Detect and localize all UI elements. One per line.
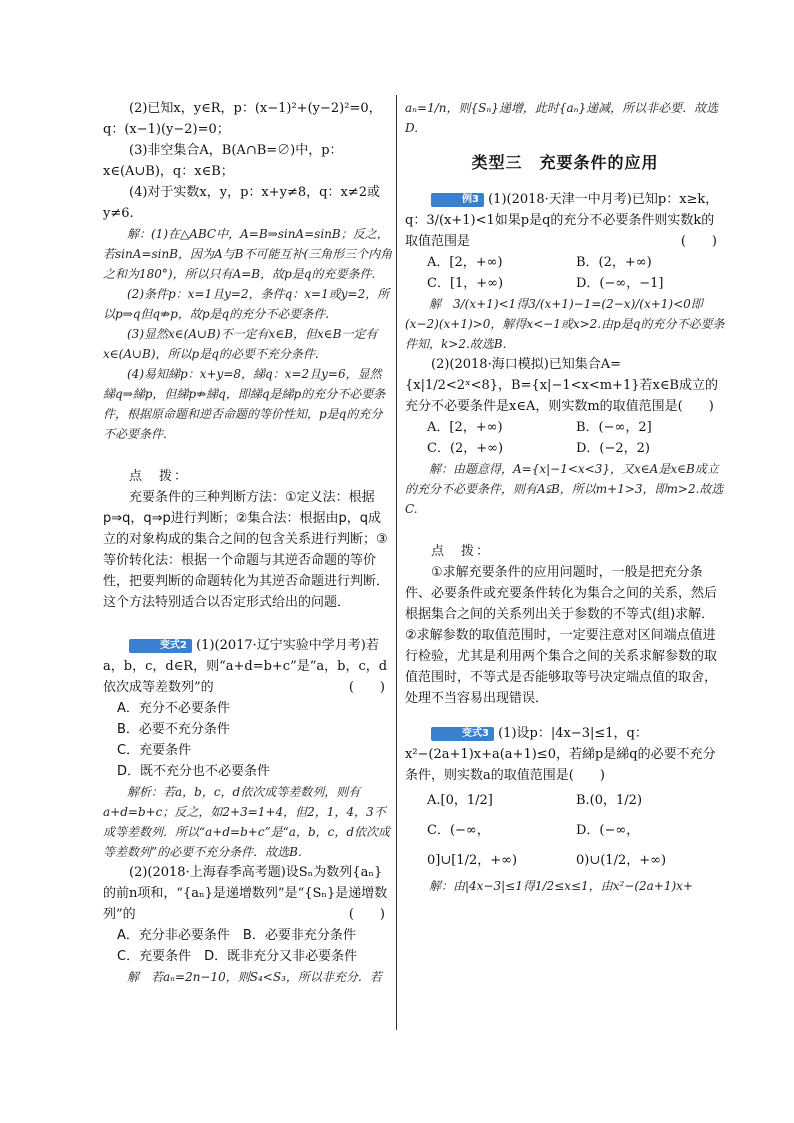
left-column — [103, 98, 393, 987]
option-c[interactable]: C．充要条件 — [117, 949, 192, 964]
option-c[interactable]: C．充要条件 — [117, 743, 192, 758]
option-b[interactable]: B．必要不充分条件 — [117, 722, 230, 737]
option-a[interactable]: A．[2，+∞) — [427, 420, 503, 435]
option-a[interactable]: A．[2，+∞) — [427, 255, 503, 270]
option-b[interactable]: B．(−∞，2] — [576, 420, 652, 435]
question-4: (4)对于实数x，y，p：x+y≠8，q：x≠2或y≠6. — [103, 185, 380, 221]
section-heading: 类型三 充要条件的应用 — [471, 153, 659, 172]
option-c[interactable]: C．(2，+∞) — [427, 441, 504, 456]
option-a[interactable]: A.[0，1/2] — [427, 793, 493, 808]
option-d[interactable]: D．(−∞，−1] — [576, 276, 664, 291]
variant-3-tag: 变式3 — [431, 727, 494, 741]
variant-2-solution-1: 解析：若a，b，c，d依次成等差数列，则有a+d=b+c；反之，如2+3=1+4，但2，1，4，3不成等差数列．所以“a+d=b+c”是“a，b，c，d依次成等差数列”的必要不充分条件．故选B. — [103, 785, 391, 859]
option-c[interactable]: C．[1，+∞) — [427, 276, 504, 291]
tip-heading: 点 拨： — [431, 544, 492, 559]
solution-1: 解：(1)在△ABC中，A=B⇒sinA=sinB；反之，若sinA=sinB，因为A与B不可能互补(三角形三个内角之和为180°)，所以只有A=B，故p是q的充要条件. — [103, 227, 393, 281]
column-divider — [396, 95, 397, 1030]
option-d[interactable]: D．(−∞，0)∪(1/2，+∞) — [576, 823, 667, 868]
option-list — [405, 786, 725, 876]
example-3-solution-2: 解：由题意得，A={x|−1<x<3}，又x∈A是x∈B成立的充分不必要条件，则有A⫋B，所以m+1>3，即m>2.故选C. — [405, 462, 724, 516]
option-b[interactable]: B.(0，1/2) — [576, 793, 643, 808]
answer-paren: ( ) — [680, 234, 717, 249]
question-3: (3)非空集合A，B(A∩B=∅)中，p：x∈(A∪B)，q：x∈B； — [103, 143, 343, 179]
solution-continued: aₙ=1/n，则{Sₙ}递增，此时{aₙ}递减，所以非必要．故选D. — [405, 101, 719, 135]
option-c[interactable]: C．(−∞，0]∪[1/2，+∞) — [427, 823, 518, 868]
option-a[interactable]: A．充分非必要条件 — [117, 928, 230, 943]
example-3-question-1: (1)(2018·天津一中月考)已知p：x≥k，q：3/(x+1)<1如果p是q的充分不必要条件则实数k的取值范围是 — [405, 192, 719, 249]
example-3-solution-1: 解 3/(x+1)<1得3/(x+1)−1=(2−x)/(x+1)<0即(x−2)(x+1)>0，解得x<−1或x>2.由p是q的充分不必要条件知，k>2.故选B. — [405, 297, 725, 351]
tip-text: ①求解充要条件的应用问题时，一般是把充分条件、必要条件或充要条件转化为集合之间的关系，然后根据集合之间的关系列出关于参数的不等式(组)求解．②求解参数的取值范围时，一定要注意对区间端点值进行检验，尤其是利用两个集合之间的关系求解参数的取值范围时，不等式是否能够取等号决定端点值的取舍，处理不当容易出现错误． — [405, 565, 718, 706]
option-d[interactable]: D．既不充分也不必要条件 — [117, 764, 271, 779]
option-a[interactable]: A．充分不必要条件 — [117, 701, 230, 716]
option-d[interactable]: D．既非充分又非必要条件 — [204, 949, 358, 964]
variant-3-solution: 解：由|4x−3|≤1得1/2≤x≤1，由x²−(2a+1)x+ — [429, 879, 693, 893]
solution-4: (4)易知綈p：x+y=8，綈q：x=2且y=6，显然綈q⇒綈p，但綈p⇏綈q，即綈q是綈p的充分不必要条件，根据原命题和逆否命题的等价性知，p是q的充分不必要条件. — [103, 367, 386, 441]
variant-2-question-2: (2)(2018·上海春季高考题)设Sₙ为数列{aₙ}的前n项和，“{aₙ}是递增数列”是“{Sₙ}是递增数列”的 ( ) — [103, 862, 393, 925]
example-3-question-2: (2)(2018·海口模拟)已知集合A={x|1/2<2ˣ<8}，B={x|−1<x<m+1}若x∈B成立的充分不必要条件是x∈A，则实数m的取值范围是( ) — [405, 357, 718, 414]
variant-2-question-1: (1)(2017·辽宁实验中学月考)若a，b，c，d∈R，则“a+d=b+c”是“a，b，c，d依次成等差数列”的 — [103, 638, 388, 695]
solution-2: (2)条件p：x=1且y=2，条件q：x=1或y=2，所以p⇒q但q⇏p，故p是q的充分不必要条件. — [103, 287, 390, 321]
example-3-tag: 例3 — [431, 193, 484, 207]
solution-3: (3)显然x∈(A∪B)不一定有x∈B，但x∈B一定有x∈(A∪B)，所以p是q的必要不充分条件. — [103, 327, 378, 361]
option-b[interactable]: B．必要非充分条件 — [242, 928, 356, 943]
option-list — [103, 925, 393, 967]
tip-heading: 点 拨： — [129, 469, 190, 484]
option-list — [103, 698, 393, 782]
variant-2-solution-2: 解 若aₙ=2n−10，则S₄<S₃，所以非充分．若 — [127, 970, 382, 984]
variant-2-tag: 变式2 — [129, 639, 192, 653]
answer-paren: ( ) — [348, 907, 385, 922]
tip-text: 充要条件的三种判断方法：①定义法：根据p⇒q，q⇒p进行判断；②集合法：根据由p，q成立的对象构成的集合之间的包含关系进行判断；③等价转化法：根据一个命题与其逆否命题的等价性，把要判断的命题转化为其逆否命题进行判断．这个方法特别适合以否定形式给出的问题． — [103, 490, 390, 610]
variant-3-question-1: (1)设p：|4x−3|≤1，q：x²−(2a+1)x+a(a+1)≤0，若綈p是綈q的必要不充分条件，则实数a的取值范围是( ) — [405, 726, 716, 783]
answer-paren: ( ) — [348, 680, 385, 695]
option-list — [405, 417, 725, 459]
question-2: (2)已知x，y∈R，p：(x−1)²+(y−2)²=0，q：(x−1)(y−2)=0； — [103, 101, 382, 137]
right-column — [405, 98, 725, 896]
option-d[interactable]: D．(−2，2) — [576, 441, 651, 456]
option-b[interactable]: B．(2，+∞) — [576, 255, 652, 270]
option-list — [405, 252, 725, 294]
